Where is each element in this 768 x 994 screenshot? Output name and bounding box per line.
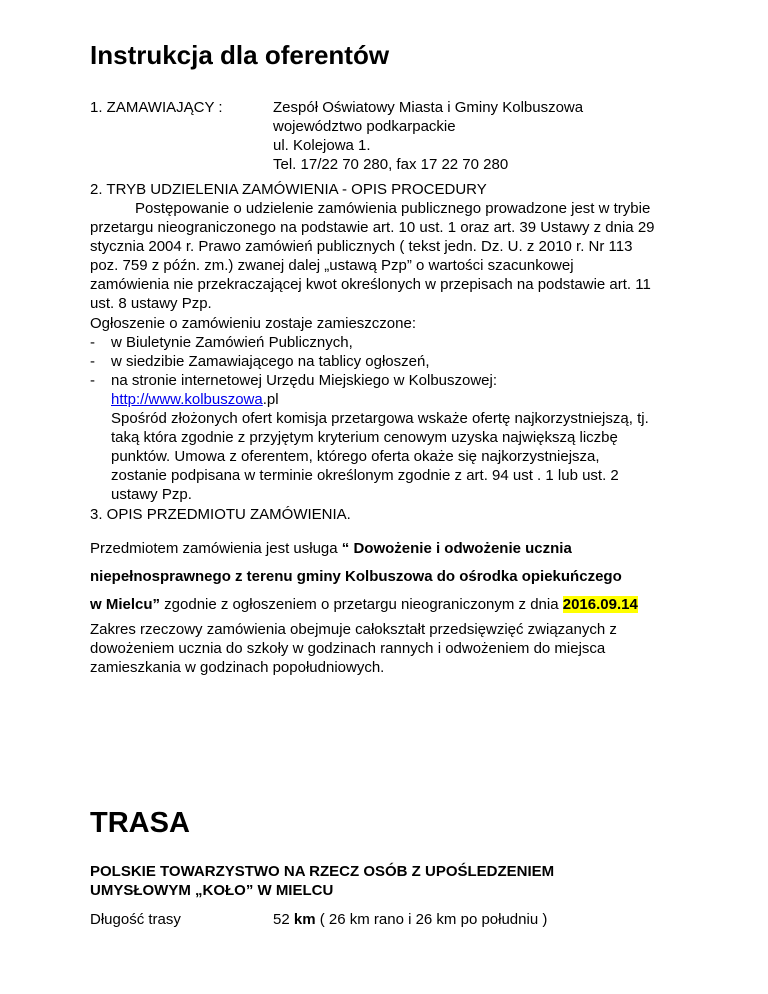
selection-line: taką która zgodnie z przyjętym kryterium cenowym uzyska największą liczbę (111, 429, 618, 446)
announcement-block (90, 314, 690, 409)
subject-line-1 (90, 535, 710, 563)
procedure-line: ust. 8 ustawy Pzp. (90, 295, 212, 312)
subject-title-part-3: w Mielcu” (90, 596, 161, 613)
contracting-authority-block (273, 98, 583, 174)
trasa-heading: TRASA (90, 807, 190, 839)
section2 (90, 180, 690, 313)
authority-name: Zespół Oświatowy Miasta i Gminy Kolbuszowa (273, 99, 584, 116)
scope-line: dowożeniem ucznia do szkoły w godzinach rannych i odwożeniem do miejsca (90, 640, 606, 657)
section2-heading: 2. TRYB UDZIELENIA ZAMÓWIENIA - OPIS PROCEDURY (90, 181, 487, 198)
section1-label: 1. ZAMAWIAJĄCY : (90, 99, 223, 116)
length-number: 52 (273, 911, 294, 928)
scope-line: zamieszkania w godzinach popołudniowych. (90, 659, 385, 676)
organization-line-2: UMYSŁOWYM „KOŁO” W MIELCU (90, 882, 334, 899)
document-title: Instrukcja dla oferentów (90, 40, 390, 70)
selection-line: Spośród złożonych ofert komisja przetargowa wskaże ofertę najkorzystniejszą, tj. (111, 410, 649, 427)
website-link-suffix: .pl (262, 391, 279, 408)
selection-line: ustawy Pzp. (111, 486, 192, 503)
scope-line: Zakres rzeczowy zamówienia obejmuje całokształt przedsięwzięć związanych z (90, 621, 617, 638)
route-length-label: Długość trasy (90, 911, 181, 928)
procedure-line: zamówienia nie przekraczającej kwot określonych w przepisach na podstawie art. 11 (90, 276, 651, 293)
website-line (90, 390, 690, 409)
subject-block (90, 535, 710, 619)
list-item: - w Biuletynie Zamówień Publicznych, (90, 333, 690, 352)
announcement-intro: Ogłoszenie o zamówieniu zostaje zamieszczone: (90, 315, 416, 332)
procedure-line: przetargu nieograniczonego na podstawie art. 10 ust. 1 oraz art. 39 Ustawy z dnia 29 (90, 219, 655, 236)
list-item: - na stronie internetowej Urzędu Miejskiego w Kolbuszowej: (90, 371, 690, 390)
subject-title-part-1: “ Dowożenie i odwożenie ucznia (341, 540, 572, 557)
procedure-line: stycznia 2004 r. Prawo zamówień publicznych ( tekst jedn. Dz. U. z 2010 r. Nr 113 (90, 238, 633, 255)
section3-heading: 3. OPIS PRZEDMIOTU ZAMÓWIENIA. (90, 506, 351, 523)
list-item: - w siedzibie Zamawiającego na tablicy ogłoszeń, (90, 352, 690, 371)
subject-title-part-2: niepełnosprawnego z terenu gminy Kolbuszowa do ośrodka opiekuńczego (90, 568, 622, 585)
route-length-value (273, 910, 547, 929)
organization-block (90, 862, 710, 900)
selection-criteria-block (111, 409, 701, 504)
authority-phone: Tel. 17/22 70 280, fax 17 22 70 280 (273, 156, 509, 173)
subject-line-3 (90, 591, 710, 619)
selection-line: zostanie podpisana w terminie określonym zgodnie z art. 94 ust . 1 lub ust. 2 (111, 467, 619, 484)
subject-prefix: Przedmiotem zamówienia jest usługa (90, 540, 342, 557)
procedure-line: Postępowanie o udzielenie zamówienia publicznego prowadzone jest w trybie (135, 200, 651, 217)
authority-region: województwo podkarpackie (273, 118, 456, 135)
organization-line-1: POLSKIE TOWARZYSTWO NA RZECZ OSÓB Z UPOŚLEDZENIEM (90, 863, 555, 880)
length-unit: km (293, 911, 316, 928)
authority-address: ul. Kolejowa 1. (273, 137, 371, 154)
announcement-list (90, 333, 690, 390)
website-link[interactable]: http://www.kolbuszowa (111, 391, 263, 408)
selection-line: punktów. Umowa z oferentem, którego oferta okaże się najkorzystniejsza, (111, 448, 600, 465)
procedure-line: poz. 759 z późn. zm.) zwanej dalej „ustawą Pzp” o wartości szacunkowej (90, 257, 574, 274)
subject-mid: zgodnie z ogłoszeniem o przetargu nieograniczonym z dnia (160, 596, 563, 613)
announcement-date: 2016.09.14 (562, 596, 638, 613)
scope-block (90, 620, 710, 677)
length-detail: ( 26 km rano i 26 km po południu ) (315, 911, 548, 928)
